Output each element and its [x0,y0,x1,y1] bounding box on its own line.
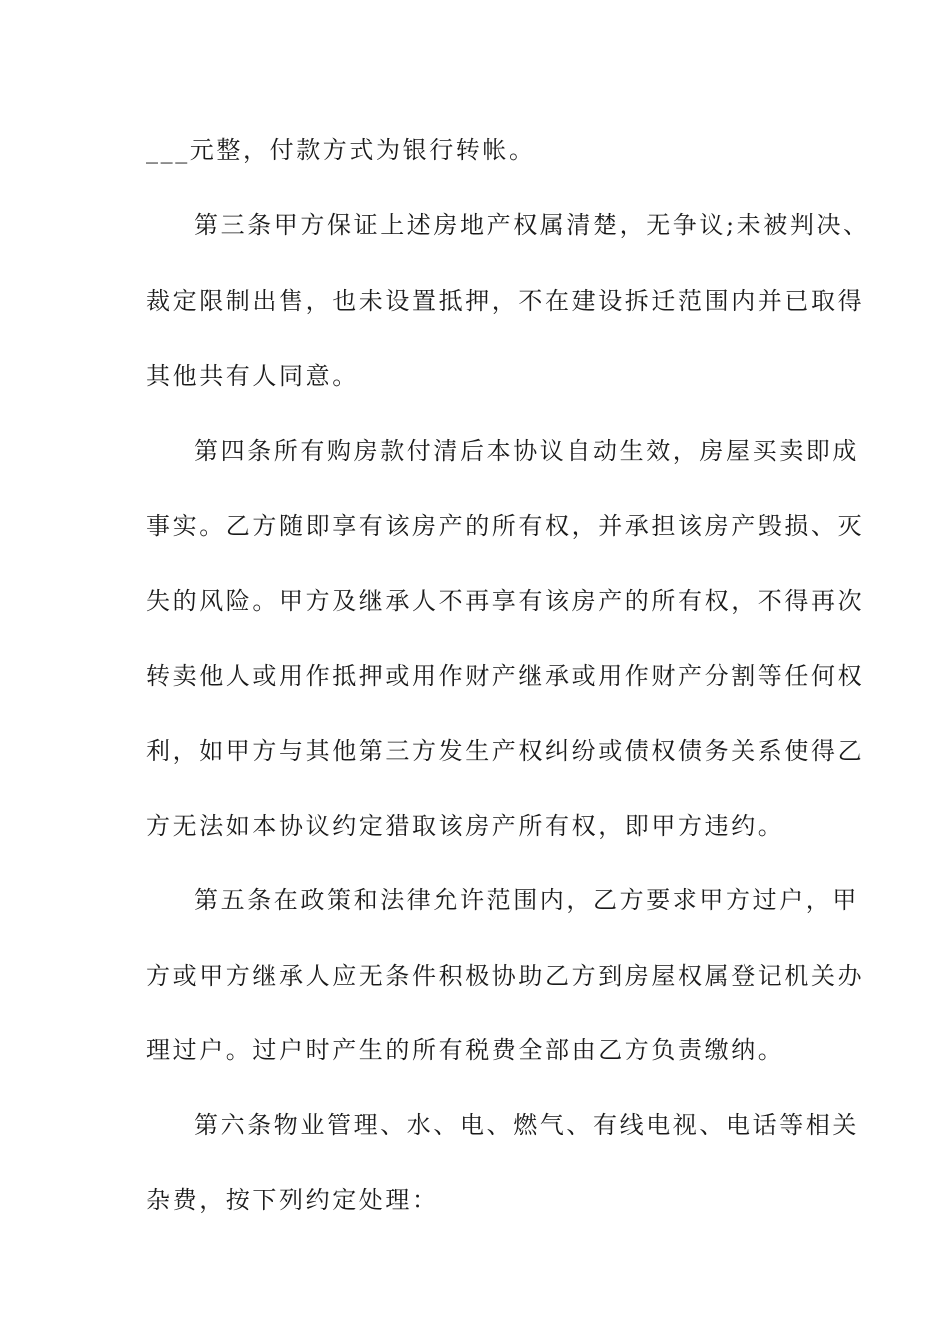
text-line: 利，如甲方与其他第三方发生产权纠纷或债权债务关系使得乙 [146,737,865,765]
clause-6-line: 第六条物业管理、水、电、燃气、有线电视、电话等相关 [194,1111,859,1139]
text-line: 事实。乙方随即享有该房产的所有权，并承担该房产毁损、灭 [146,512,865,540]
text-line: 其他共有人同意。 [146,362,359,390]
text-line: 方或甲方继承人应无条件积极协助乙方到房屋权属登记机关办 [146,962,865,990]
text-line: 方无法如本协议约定猎取该房产所有权，即甲方违约。 [146,812,785,840]
text-line: 裁定限制出售，也未设置抵押，不在建设拆迁范围内并已取得 [146,287,865,315]
text-line: 理过户。过户时产生的所有税费全部由乙方负责缴纳。 [146,1036,785,1064]
text-line: 转卖他人或用作抵押或用作财产继承或用作财产分割等任何权 [146,662,865,690]
clause-5-line: 第五条在政策和法律允许范围内，乙方要求甲方过户，甲 [194,886,859,914]
clause-3-line: 第三条甲方保证上述房地产权属清楚，无争议;未被判决、 [194,211,870,239]
clause-4-line: 第四条所有购房款付清后本协议自动生效，房屋买卖即成 [194,437,859,465]
text-line: 失的风险。甲方及继承人不再享有该房产的所有权，不得再次 [146,587,865,615]
text-line: 杂费，按下列约定处理： [146,1186,439,1214]
text-line: ___元整，付款方式为银行转帐。 [146,136,536,164]
